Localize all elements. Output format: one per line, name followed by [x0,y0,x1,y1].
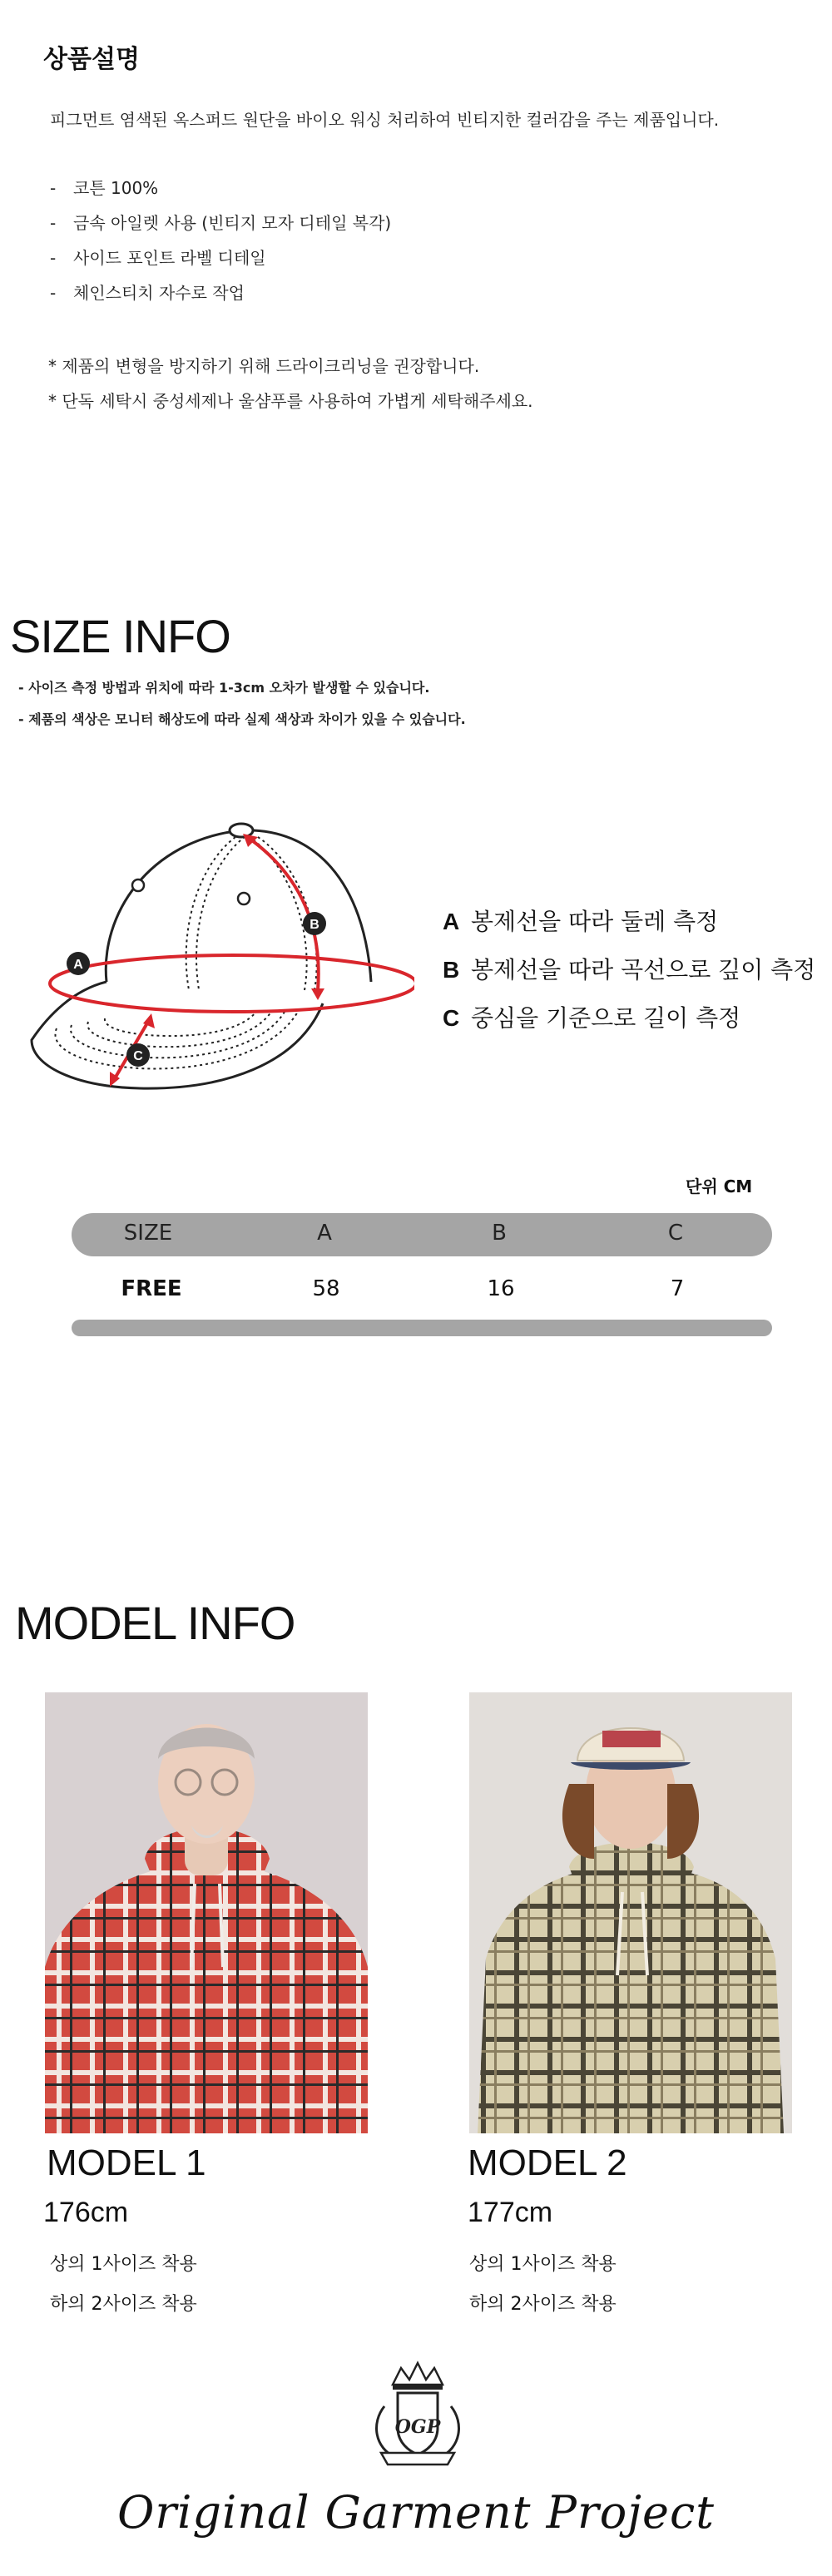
model-2-top-size: 상의 1사이즈 착용 [469,2254,617,2275]
table-cell-size: FREE [121,1276,182,1301]
marker-a [67,952,90,975]
model-2-height: 177cm [468,2197,553,2228]
svg-text:C: C [133,1049,143,1063]
bullet-item: - 코튼 100% [50,178,159,198]
bullet-item: - 체인스티치 자수로 작업 [50,283,245,303]
legend-row-c: C 중심을 기준으로 길이 측정 [443,1004,741,1032]
table-header-a: A [317,1221,332,1246]
table-cell-a: 58 [312,1276,340,1301]
bullet-item: - 사이드 포인트 라벨 디테일 [50,248,266,268]
description-intro: 피그먼트 염색된 옥스퍼드 원단을 바이오 워싱 처리하여 빈티지한 컬러감을 주는 제품입니다. [50,110,720,130]
model-1-top-size: 상의 1사이즈 착용 [50,2254,197,2275]
model-1-height: 176cm [43,2197,129,2228]
unit-label: 단위 CM [686,1177,753,1196]
bullet-item: - 금속 아일렛 사용 (빈티지 모자 디테일 복각) [50,213,392,233]
care-note: * 제품의 변형을 방지하기 위해 드라이크리닝을 권장합니다. [48,356,480,376]
marker-b [303,912,326,935]
cap-measurement-diagram [23,815,414,1098]
model-2-bottom-size: 하의 2사이즈 착용 [469,2294,617,2315]
brand-name: Original Garment Project [117,2486,715,2539]
table-header-c: C [667,1221,684,1246]
size-note: - 사이즈 측정 방법과 위치에 따라 1-3cm 오차가 발생할 수 있습니다. [18,680,430,696]
legend-row-b: B 봉제선을 따라 곡선으로 깊이 측정 [443,956,816,983]
svg-text:B: B [310,918,319,932]
table-cell-b: 16 [487,1276,515,1301]
size-note: - 제품의 색상은 모니터 해상도에 따라 실제 색상과 차이가 있을 수 있습니다. [18,711,466,727]
model-1-photo [45,1692,368,2133]
table-header-b: B [492,1221,507,1246]
model-2-name: MODEL 2 [468,2143,627,2183]
section-title-description: 상품설명 [43,45,140,74]
size-table-bottom-bar [72,1320,772,1336]
svg-text:A: A [73,958,83,972]
marker-c [126,1043,150,1067]
table-header-size: SIZE [123,1221,173,1246]
table-cell-c: 7 [670,1276,685,1301]
model-2-photo [469,1692,792,2133]
svg-text:OGP: OGP [394,2416,441,2438]
model-1-bottom-size: 하의 2사이즈 착용 [50,2294,197,2315]
model-1-name: MODEL 1 [47,2143,206,2183]
brand-emblem [359,2356,476,2473]
legend-row-a: A 봉제선을 따라 둘레 측정 [443,908,719,935]
section-title-model-info: MODEL INFO [15,1597,295,1649]
care-note: * 단독 세탁시 중성세제나 울샴푸를 사용하여 가볍게 세탁해주세요. [48,391,533,411]
section-title-size-info: SIZE INFO [10,610,230,662]
